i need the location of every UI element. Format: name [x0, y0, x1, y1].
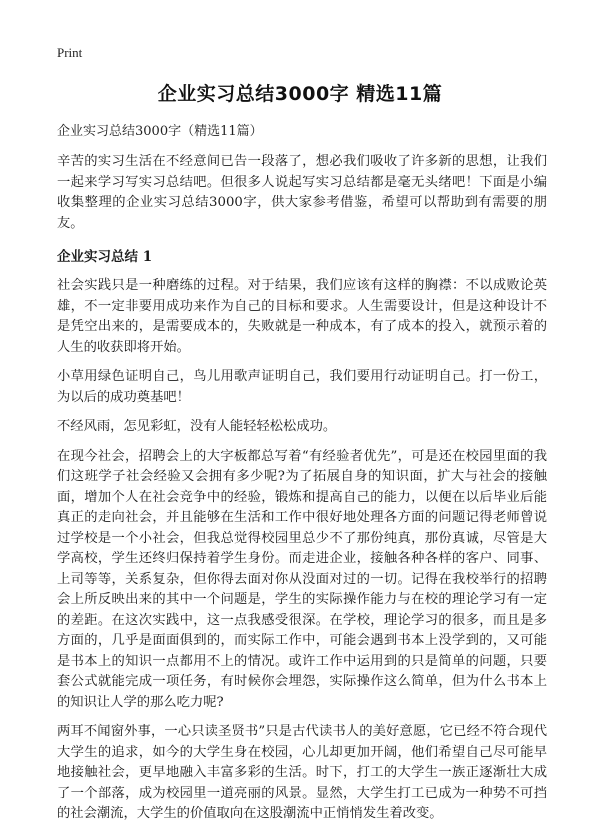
- body-paragraph: 在现今社会，招聘会上的大字板都总写着“有经验者优先”，可是还在校园里面的我们这班学子社会经验又会拥有多少呢?为了拓展自身的知识面，扩大与社会的接触面，增加个人在社会竞争中的经验，锻炼和提高自己的能力，以便在以后毕业后能真正的走向社会，并且能够在生活和工作中很好地处理各方面的问题记得老师曾说过学校是一个小社会，但我总觉得校园里总少不了那份纯真，那份真诚，尽管是大学高校，学生还终归保持着学生身份。而走进企业，接触各种各样的客户、同事、上司等等，关系复杂，但你得去面对你从没面对过的一切。记得在我校举行的招聘会上所反映出来的其中一个问题是，学生的实际操作能力与在校的理论学习有一定的差距。在这次实践中，这一点我感受很深。在学校，理论学习的很多，而且是多方面的，几乎是面面俱到的，而实际工作中，可能会遇到书本上没学到的，又可能是书本上的知识一点都用不上的情况。或许工作中运用到的只是简单的问题，只要套公式就能完成一项任务，有时候你会埋怨，实际操作这么简单，但为什么书本上的知识让人学的那么吃力呢?: [57, 448, 547, 710]
- section-heading: 企业实习总结 1: [57, 249, 153, 265]
- print-link[interactable]: Print: [57, 45, 83, 60]
- body-paragraph: 不经风雨，怎见彩虹，没有人能轻轻松松成功。: [57, 419, 337, 434]
- article-body: [57, 152, 547, 834]
- body-paragraph: 小草用绿色证明自己，鸟儿用歌声证明自己，我们要用行动证明自己。打一份工，为以后的成功奠基吧！: [57, 369, 547, 405]
- article-subtitle: 企业实习总结3000字（精选11篇）: [57, 124, 263, 139]
- intro-paragraph: 辛苦的实习生活在不经意间已告一段落了，想必我们吸收了许多新的思想，让我们一起来学习写实习总结吧。但很多人说起写实习总结都是毫无头绪吧！下面是小编收集整理的企业实习总结3000字，供大家参考借鉴，希望可以帮助到有需要的朋友。: [57, 154, 547, 231]
- body-paragraph: 社会实践只是一种磨练的过程。对于结果，我们应该有这样的胸襟：不以成败论英雄，不一定非要用成功来作为自己的目标和要求。人生需要设计，但是这种设计不是凭空出来的，是需要成本的，失败就是一种成本，有了成本的投入，就预示着的人生的收获即将开始。: [57, 278, 547, 355]
- article-title: 企业实习总结3000字 精选11篇: [157, 83, 443, 105]
- body-paragraph: 两耳不闻窗外事，一心只读圣贤书”只是古代读书人的美好意愿，它已经不符合现代大学生的追求，如今的大学生身在校园，心儿却更加开阔，他们希望自己尽可能早地接触社会，更早地融入丰富多彩的生活。时下，打工的大学生一族正逐渐壮大成了一个部落，成为校园里一道亮丽的风景。显然，大学生打工已成为一种势不可挡的社会潮流，大学生的价值取向在这股潮流中正悄悄发生着改变。: [57, 724, 547, 821]
